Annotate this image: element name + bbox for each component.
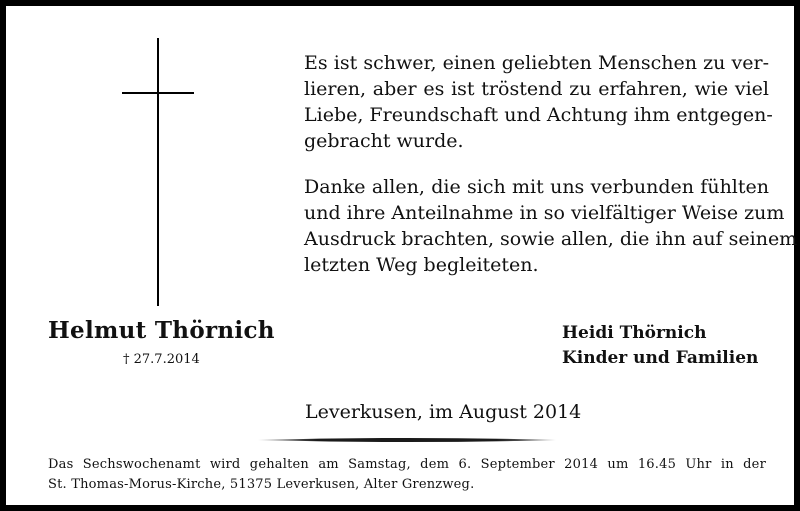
- text-line: Liebe, Freundschaft und Achtung ihm entgegen-: [304, 104, 773, 126]
- deceased-name: Helmut Thörnich: [48, 317, 275, 344]
- death-date: † 27.7.2014: [123, 352, 200, 367]
- text-line: Es ist schwer, einen geliebten Menschen zu ver-: [304, 52, 769, 74]
- thank-you-text: [304, 50, 798, 278]
- paragraph-2: [304, 174, 798, 278]
- text-line: lieren, aber es ist tröstend zu erfahren, wie viel: [304, 78, 769, 100]
- text-line: und ihre Anteilnahme in so vielfältiger Weise zum: [304, 202, 785, 224]
- paragraph-1: [304, 50, 773, 154]
- footer-line: Das Sechswochenamt wird gehalten am Samstag, dem 6. September 2014 um 16.45 Uhr in der: [48, 457, 766, 472]
- cross-vertical-bar: [157, 38, 159, 306]
- decorative-divider: [258, 437, 556, 443]
- cross-horizontal-bar: [122, 92, 194, 94]
- text-line: gebracht wurde.: [304, 130, 464, 152]
- text-line: Danke allen, die sich mit uns verbunden fühlten: [304, 176, 769, 198]
- place-date: Leverkusen, im August 2014: [305, 401, 582, 423]
- mourner-name: Heidi Thörnich: [562, 323, 707, 343]
- mourner-family: Kinder und Familien: [562, 348, 759, 368]
- service-notice: [48, 455, 766, 495]
- text-line: letzten Weg begleiteten.: [304, 254, 539, 276]
- text-line: Ausdruck brachten, sowie allen, die ihn auf seinem: [304, 228, 798, 250]
- footer-line: St. Thomas-Morus-Kirche, 51375 Leverkusen, Alter Grenzweg.: [48, 477, 475, 492]
